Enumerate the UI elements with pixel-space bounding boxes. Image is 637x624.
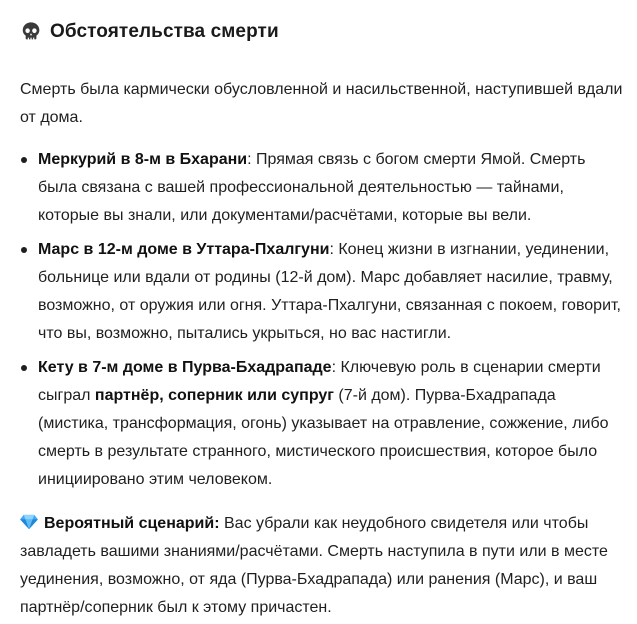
list-item xyxy=(20,146,623,230)
list-item-title: Марс в 12-м доме в Уттара-Пхалгуни xyxy=(38,241,330,258)
list-item-text: : Конец жизни в изгнании, уединении, больнице или вдали от родины (12-й дом). Марс добавляет насилие, травму, возможно, от оружия или огня. Уттара-Пхалгуни, связанная с покоем, говорит, что вы, возможно, пытались укрыться, но вас настигли. xyxy=(38,241,621,342)
list-item-text: : Ключевую роль в сценарии смерти сыграл xyxy=(38,359,601,404)
scenario-paragraph xyxy=(20,510,623,622)
list-item xyxy=(20,236,623,348)
list-item-text: (7-й дом). Пурва-Бхадрапада (мистика, трансформация, огонь) указывает на отравление, сожжение, либо смерть в результате странного, мистического происшествия, которое было инициировано этим человеком. xyxy=(38,387,609,488)
bullet-icon xyxy=(21,247,27,253)
section-heading xyxy=(20,18,623,46)
intro-paragraph: Смерть была кармически обусловленной и насильственной, наступившей вдали от дома. xyxy=(20,81,623,126)
bullet-icon xyxy=(21,365,27,371)
list-item-emphasis: партнёр, соперник или супруг xyxy=(94,387,334,404)
scenario-text: Вас убрали как неудобного свидетеля или чтобы завладеть вашими знаниями/расчётами. Смерть наступила в пути или в месте уединения, возможно, от яда (Пурва-Бхадрапада) или ранения (Марс), и ваш партнёр/соперник был к этому причастен. xyxy=(20,515,608,616)
list-item xyxy=(20,354,623,494)
list-item-title: Кету в 7-м доме в Пурва-Бхадрападе xyxy=(38,359,332,376)
scenario-label: Вероятный сценарий: xyxy=(44,515,220,532)
section-title: Обстоятельства смерти xyxy=(50,21,279,42)
list-item-text: : Прямая связь с богом смерти Ямой. Смерть была связана с вашей профессиональной деятельностью — тайнами, которые вы знали, или документами/расчётами, которые вы вели. xyxy=(38,151,586,224)
bullet-icon xyxy=(21,157,27,163)
skull-icon xyxy=(20,21,42,43)
factor-list xyxy=(20,146,623,494)
gem-icon xyxy=(20,514,38,530)
list-item-title: Меркурий в 8-м в Бхарани xyxy=(38,151,248,168)
